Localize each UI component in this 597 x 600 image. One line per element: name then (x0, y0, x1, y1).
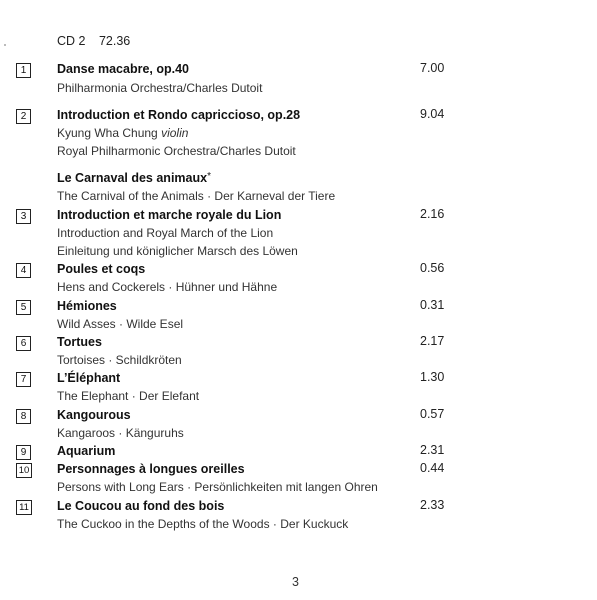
track-translation: Tortoises · Schildkröten (57, 353, 182, 367)
track-translation-de: Einleitung und königlicher Marsch des Löwen (57, 244, 298, 258)
track-title: Poules et coqs (57, 262, 146, 276)
track-translation: Wild Asses · Wilde Esel (57, 317, 184, 331)
track-number-box: 3 (16, 209, 31, 224)
scan-speck (4, 44, 6, 46)
disc-header (57, 34, 140, 48)
track-duration: 0.57 (420, 407, 445, 421)
track-duration: 7.00 (420, 61, 445, 75)
track-number-box: 6 (16, 336, 31, 351)
track-duration: 2.31 (420, 443, 445, 457)
track-title: Aquarium (57, 444, 116, 458)
track-title: Le Coucou au fond des bois (57, 499, 225, 513)
track-duration: 1.30 (420, 370, 445, 384)
track-duration: 2.16 (420, 207, 445, 221)
track-title: L’Éléphant (57, 371, 121, 385)
track-number-box: 8 (16, 409, 31, 424)
track-duration: 0.31 (420, 298, 445, 312)
track-title: Tortues (57, 335, 102, 349)
track-translation: The Elephant · Der Elefant (57, 389, 200, 403)
footnote-mark: * (207, 171, 211, 182)
track-number-box: 9 (16, 445, 31, 460)
soloist-name: Kyung Wha Chung (57, 126, 158, 140)
track-number-box: 4 (16, 263, 31, 278)
track-translation: Kangaroos · Känguruhs (57, 426, 184, 440)
track-number-box: 2 (16, 109, 31, 124)
track-soloist (57, 126, 188, 140)
track-number-box: 5 (16, 300, 31, 315)
soloist-instrument: violin (161, 126, 189, 140)
track-number-box: 11 (16, 500, 32, 515)
track-title: Kangourous (57, 408, 131, 422)
work-subtitle: The Carnival of the Animals · Der Karneval der Tiere (57, 189, 336, 203)
track-title: Danse macabre, op.40 (57, 62, 190, 76)
track-duration: 0.44 (420, 461, 445, 475)
track-translation: Hens and Cockerels · Hühner und Hähne (57, 280, 278, 294)
track-title: Hémiones (57, 299, 117, 313)
track-performers: Philharmonia Orchestra/Charles Dutoit (57, 81, 263, 95)
track-duration: 0.56 (420, 261, 445, 275)
track-translation: Persons with Long Ears · Persönlichkeiten mit langen Ohren (57, 480, 378, 494)
track-number-box: 10 (16, 463, 32, 478)
disc-label: CD 2 (57, 34, 86, 48)
track-translation: The Cuckoo in the Depths of the Woods · Der Kuckuck (57, 517, 349, 531)
track-translation-en: Introduction and Royal March of the Lion (57, 226, 274, 240)
track-number-box: 1 (16, 63, 31, 78)
disc-total-duration: 72.36 (98, 34, 131, 48)
page-number: 3 (292, 575, 299, 589)
track-title: Introduction et marche royale du Lion (57, 208, 282, 222)
track-duration: 9.04 (420, 107, 445, 121)
track-duration: 2.17 (420, 334, 445, 348)
track-performers: Royal Philharmonic Orchestra/Charles Dutoit (57, 144, 296, 158)
track-duration: 2.33 (420, 498, 445, 512)
track-title: Personnages à longues oreilles (57, 462, 245, 476)
track-number-box: 7 (16, 372, 31, 387)
track-title: Introduction et Rondo capriccioso, op.28 (57, 108, 301, 122)
work-title (57, 171, 211, 185)
work-title-text: Le Carnaval des animaux (57, 171, 208, 185)
